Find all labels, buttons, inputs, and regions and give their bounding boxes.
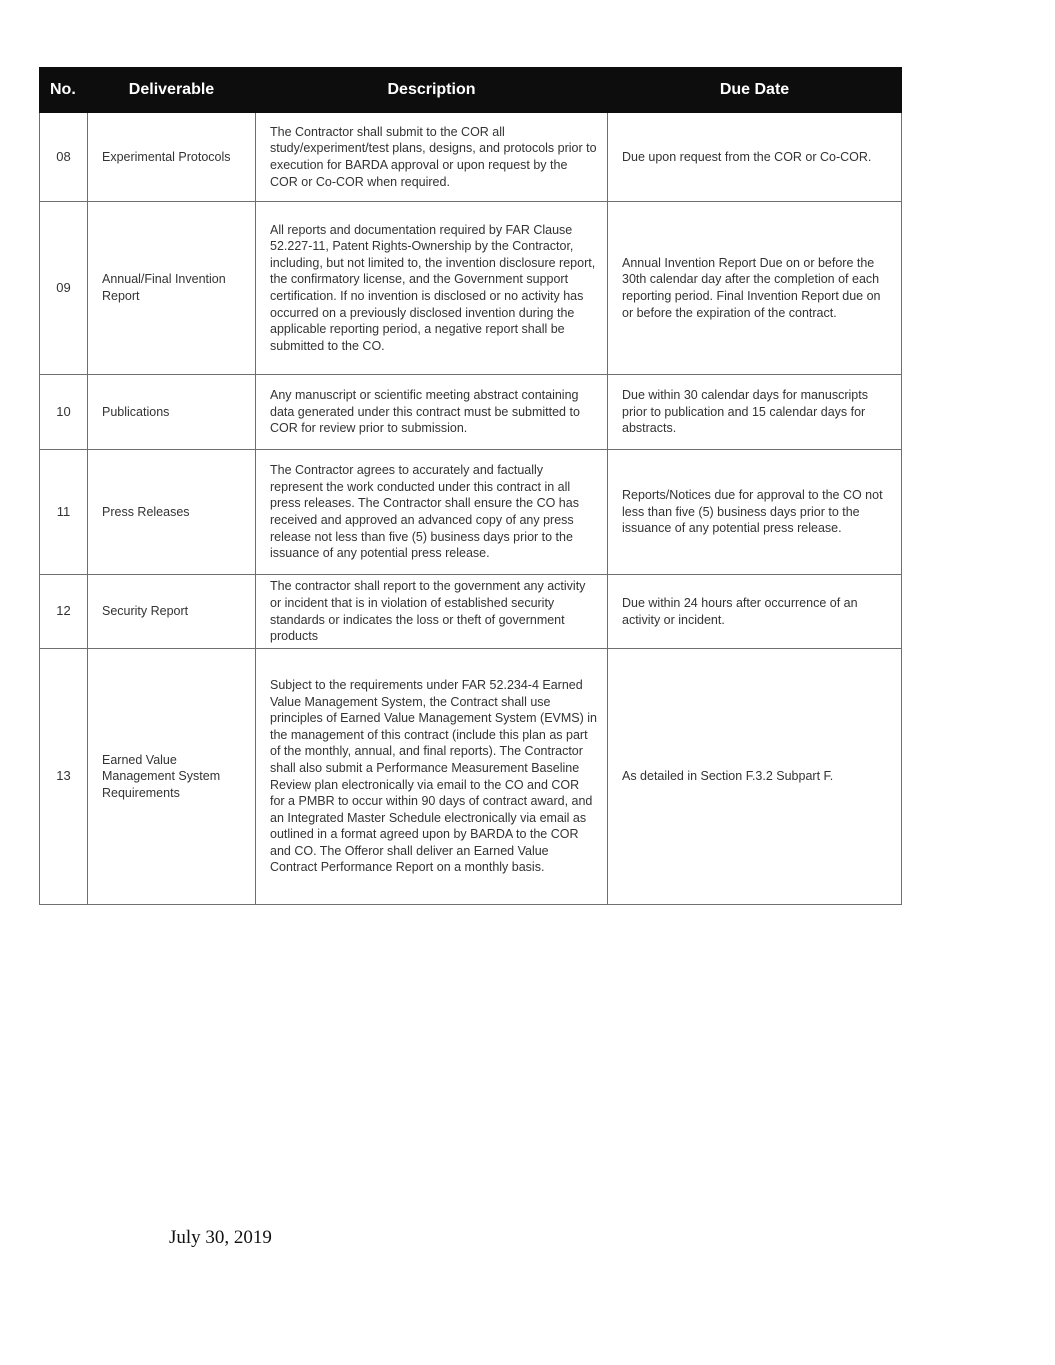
- cell-description: Subject to the requirements under FAR 52.234-4 Earned Value Management System, the Contract shall use principles of Earned Value Management System (EVMS) in the management of this contract (include this plan as part of the monthly, annual, and final reports). The Contractor shall also submit a Performance Measurement Baseline Review plan electronically via email to the CO and COR for a PMBR to occur within 90 days of contract award, and an Integrated Master Schedule electronically via email as outlined in a format agreed upon by BARDA to the COR and CO. The Offeror shall deliver an Earned Value Contract Performance Report on a monthly basis.: [256, 649, 608, 905]
- cell-description: The Contractor agrees to accurately and factually represent the work conducted under this contract in all press releases. The Contractor shall ensure the CO has received and approved an advanced copy of any press release not less than five (5) business days prior to the issuance of any potential press release.: [256, 450, 608, 575]
- cell-no: 08: [40, 113, 88, 202]
- cell-due-date: As detailed in Section F.3.2 Subpart F.: [608, 649, 902, 905]
- table-row: [40, 450, 902, 575]
- header-no: No.: [40, 68, 88, 113]
- cell-no: 11: [40, 450, 88, 575]
- table-header: [40, 68, 902, 113]
- header-row: [40, 68, 902, 113]
- table-row: [40, 375, 902, 450]
- cell-deliverable: Annual/Final Invention Report: [88, 202, 256, 375]
- cell-no: 13: [40, 649, 88, 905]
- footer-date: July 30, 2019: [169, 1227, 272, 1248]
- cell-deliverable: Earned Value Management System Requirements: [88, 649, 256, 905]
- cell-description: Any manuscript or scientific meeting abstract containing data generated under this contract must be submitted to COR for review prior to submission.: [256, 375, 608, 450]
- table-row: [40, 202, 902, 375]
- cell-description: The contractor shall report to the government any activity or incident that is in violation of established security standards or indicates the loss or theft of government products: [256, 575, 608, 649]
- cell-deliverable: Experimental Protocols: [88, 113, 256, 202]
- cell-due-date: Due within 30 calendar days for manuscripts prior to publication and 15 calendar days for abstracts.: [608, 375, 902, 450]
- cell-no: 12: [40, 575, 88, 649]
- cell-due-date: Due within 24 hours after occurrence of an activity or incident.: [608, 575, 902, 649]
- cell-no: 09: [40, 202, 88, 375]
- cell-deliverable: Publications: [88, 375, 256, 450]
- table-row: [40, 649, 902, 905]
- cell-due-date: Annual Invention Report Due on or before the 30th calendar day after the completion of each reporting period. Final Invention Report due on or before the expiration of the contract.: [608, 202, 902, 375]
- header-deliverable: Deliverable: [88, 68, 256, 113]
- table-row: [40, 575, 902, 649]
- cell-no: 10: [40, 375, 88, 450]
- cell-description: The Contractor shall submit to the COR all study/experiment/test plans, designs, and protocols prior to execution for BARDA approval or upon request by the COR or Co-COR when required.: [256, 113, 608, 202]
- cell-description: All reports and documentation required by FAR Clause 52.227-11, Patent Rights-Ownership by the Contractor, including, but not limited to, the invention disclosure report, the confirmatory license, and the Government support certification. If no invention is disclosed or no activity has occurred on a previously disclosed invention during the applicable reporting period, a negative report shall be submitted to the CO.: [256, 202, 608, 375]
- deliverables-table: [39, 67, 902, 905]
- table-body: [40, 113, 902, 905]
- cell-due-date: Reports/Notices due for approval to the CO not less than five (5) business days prior to the issuance of any potential press release.: [608, 450, 902, 575]
- header-due-date: Due Date: [608, 68, 902, 113]
- header-description: Description: [256, 68, 608, 113]
- table-row: [40, 113, 902, 202]
- cell-due-date: Due upon request from the COR or Co-COR.: [608, 113, 902, 202]
- cell-deliverable: Security Report: [88, 575, 256, 649]
- cell-deliverable: Press Releases: [88, 450, 256, 575]
